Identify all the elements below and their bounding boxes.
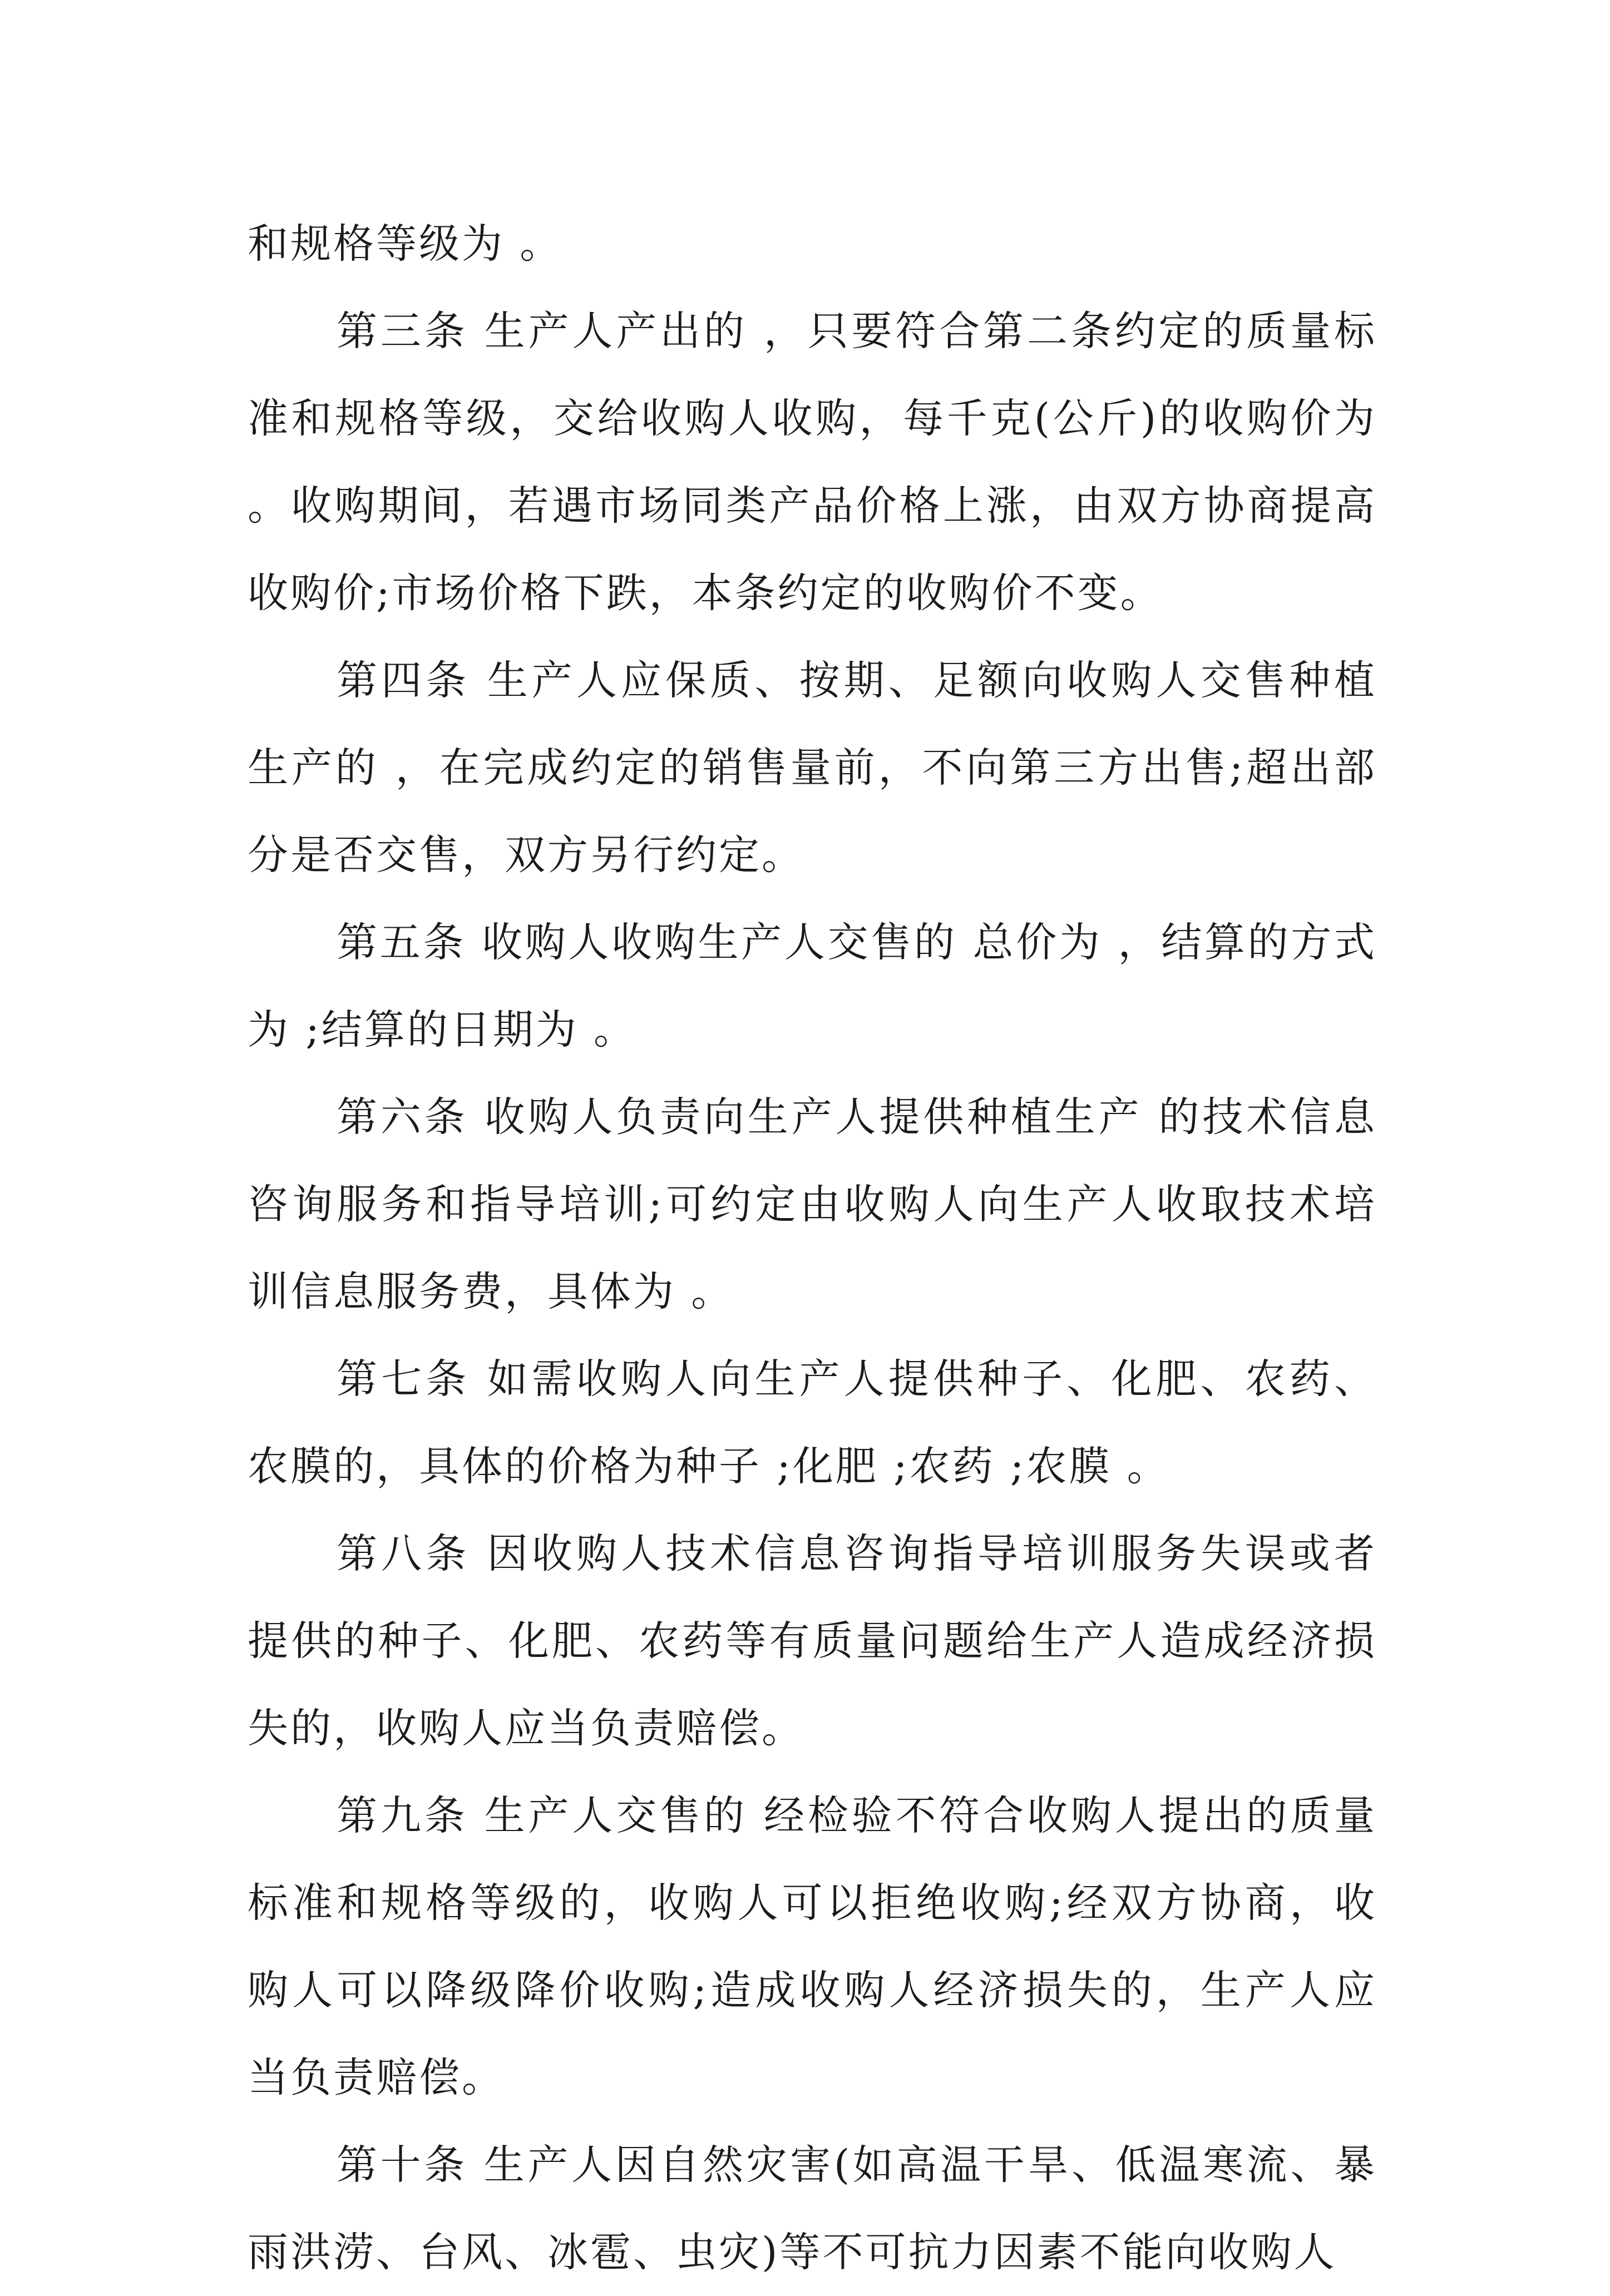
paragraph-article-5: 第五条 收购人收购生产人交售的 总价为 ，结算的方式为 ;结算的日期为 。 — [248, 919, 1377, 1053]
paragraph-article-3: 第三条 生产人产出的 ，只要符合第二条约定的质量标准和规格等级，交给收购人收购，每千克(公斤)的收购价为 。收购期间，若遇市场同类产品价格上涨，由双方协商提高收购价;市场价格下跌，本条约定的收购价不变。 — [248, 308, 1377, 617]
contract-text — [248, 200, 1377, 2296]
paragraph-continuation: 和规格等级为 。 — [248, 220, 563, 268]
paragraph-article-9: 第九条 生产人交售的 经检验不符合收购人提出的质量标准和规格等级的，收购人可以拒绝收购;经双方协商，收购人可以降级降价收购;造成收购人经济损失的，生产人应当负责赔偿。 — [248, 1792, 1377, 2101]
paragraph-article-7: 第七条 如需收购人向生产人提供种子、化肥、农药、农膜的，具体的价格为种子 ;化肥 ;农药 ;农膜 。 — [248, 1355, 1377, 1490]
paragraph-article-8: 第八条 因收购人技术信息咨询指导培训服务失误或者提供的种子、化肥、农药等有质量问题给生产人造成经济损失的，收购人应当负责赔偿。 — [248, 1530, 1377, 1752]
paragraph-article-10: 第十条 生产人因自然灾害(如高温干旱、低温寒流、暴雨洪涝、台风、冰雹、虫灾)等不可抗力因素不能向收购人 — [248, 2141, 1377, 2276]
paragraph-article-6: 第六条 收购人负责向生产人提供种植生产 的技术信息咨询服务和指导培训;可约定由收购人向生产人收取技术培训信息服务费，具体为 。 — [248, 1093, 1377, 1315]
paragraph-article-4: 第四条 生产人应保质、按期、足额向收购人交售种植生产的 ，在完成约定的销售量前，不向第三方出售;超出部分是否交售，双方另行约定。 — [248, 657, 1377, 879]
